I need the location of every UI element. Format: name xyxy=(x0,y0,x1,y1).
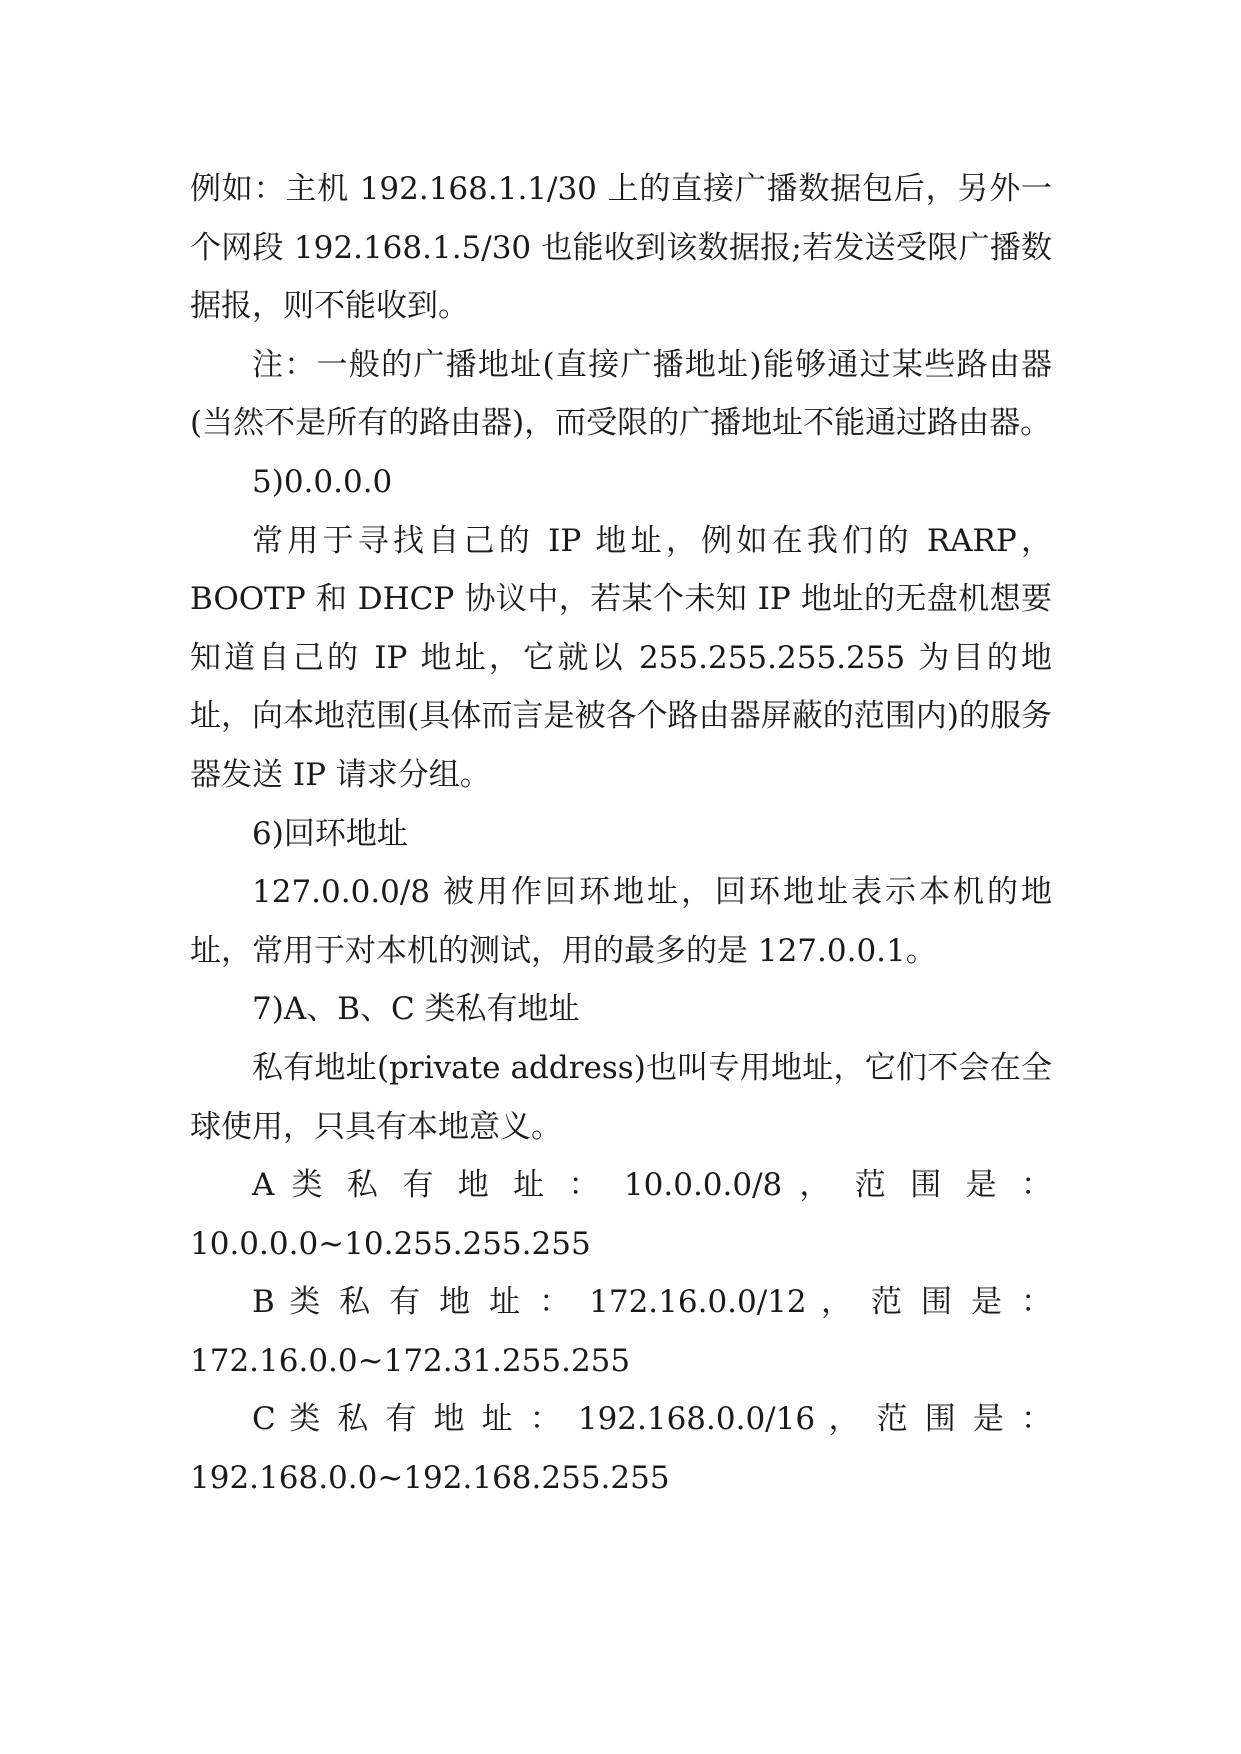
private-range-a-label: A 类 私 有 地 址 ： 10.0.0.0/8 ， 范 围 是 ： xyxy=(252,1167,1052,1204)
private-range-c-label: C 类 私 有 地 址 ： 192.168.0.0/16 ， 范 围 是 ： xyxy=(252,1401,1052,1438)
private-range-b-label: B 类 私 有 地 址 ： 172.16.0.0/12 ， 范 围 是 ： xyxy=(252,1284,1052,1321)
paragraph-zero-address: 常用于寻找自己的 IP 地址，例如在我们的 RARP，BOOTP 和 DHCP 协议中，若某个未知 IP 地址的无盘机想要知道自己的 IP 地址，它就以 255.255.255.255 为目的地址，向本地范围(具体而言是被各个路由器屏蔽的范围内)的服务器发送 IP 请求分组。 xyxy=(190,522,1052,793)
paragraph-private-address: 私有地址(private address)也叫专用地址，它们不会在全球使用，只具有本地意义。 xyxy=(190,1049,1052,1145)
private-range-b-value: 172.16.0.0~172.31.255.255 xyxy=(190,1342,631,1379)
heading-loopback: 6)回环地址 xyxy=(252,815,408,852)
paragraph-broadcast-note: 注：一般的广播地址(直接广播地址)能够通过某些路由器(当然不是所有的路由器)，而受限的广播地址不能通过路由器。 xyxy=(190,346,1052,442)
heading-zero-address: 5)0.0.0.0 xyxy=(252,463,393,500)
paragraph-broadcast-example: 例如：主机 192.168.1.1/30 上的直接广播数据包后，另外一个网段 192.168.1.5/30 也能收到该数据报;若发送受限广播数据报，则不能收到。 xyxy=(190,171,1052,325)
heading-private-address: 7)A、B、C 类私有地址 xyxy=(252,991,580,1028)
document-body xyxy=(190,160,1052,1508)
private-range-c-value: 192.168.0.0~192.168.255.255 xyxy=(190,1460,670,1497)
private-range-a-value: 10.0.0.0~10.255.255.255 xyxy=(190,1225,591,1262)
paragraph-loopback: 127.0.0.0/8 被用作回环地址，回环地址表示本机的地址，常用于对本机的测试，用的最多的是 127.0.0.1。 xyxy=(190,874,1052,969)
